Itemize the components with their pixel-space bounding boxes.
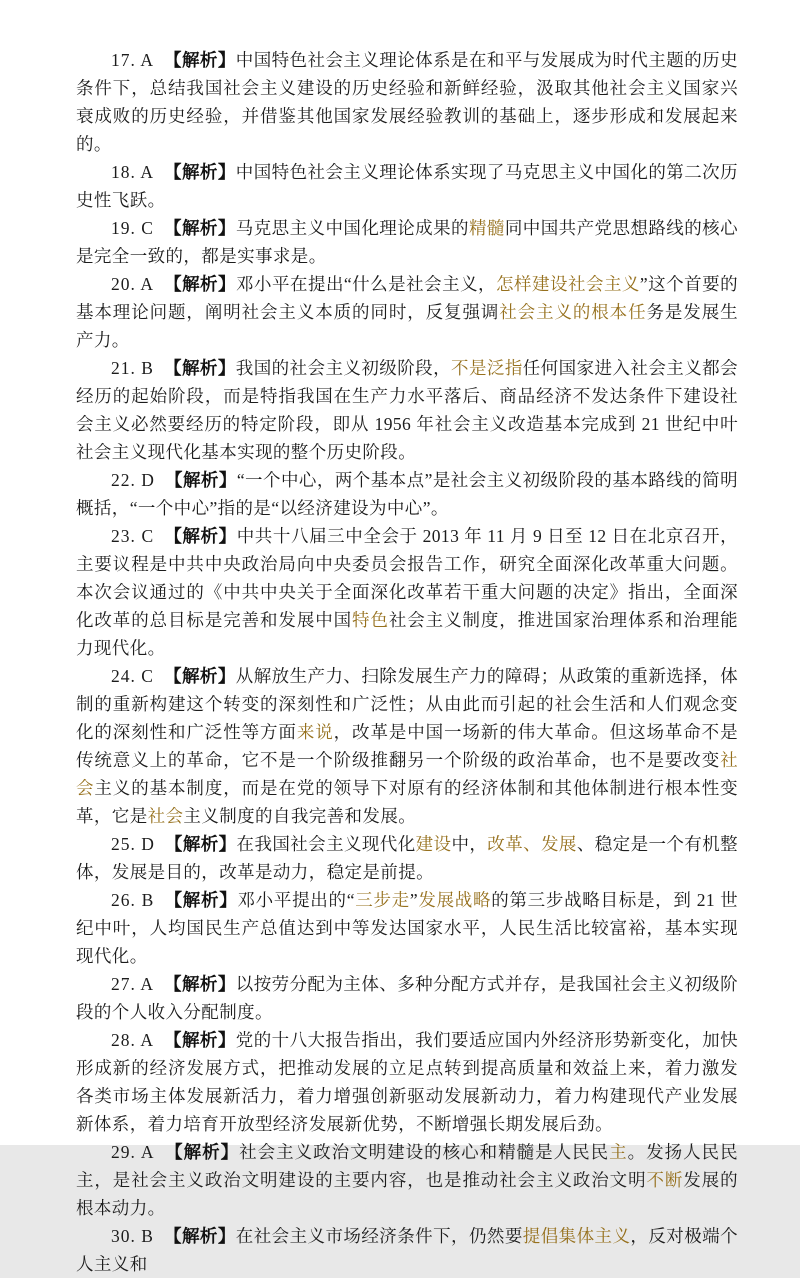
analysis-label: 【解析】 xyxy=(164,834,237,854)
plain-phrase: 的第三步战略目标是，到 21 世纪中叶，人均国民生产总值达到中等发达国家水平，人民生活比较富裕，基本实现现代化。 xyxy=(76,890,738,966)
answer-number: 28. A xyxy=(111,1030,154,1050)
plain-phrase: 社会主义政治文明建设的核心和精髓是人民民 xyxy=(239,1142,610,1162)
plain-phrase: 社会主义制度，推进国家治理体系和治理能力现代化。 xyxy=(76,610,738,658)
answer-item xyxy=(76,46,738,158)
answer-number: 23. C xyxy=(111,526,155,546)
answer-number: 25. D xyxy=(111,834,155,854)
analysis-label: 【解析】 xyxy=(164,274,237,294)
answer-item xyxy=(76,466,738,522)
answer-item xyxy=(76,886,738,970)
answer-item xyxy=(76,522,738,662)
analysis-label: 【解析】 xyxy=(164,1142,240,1162)
plain-phrase: 主义制度的自我完善和发展。 xyxy=(183,806,417,826)
analysis-label: 【解析】 xyxy=(164,470,237,490)
analysis-label: 【解析】 xyxy=(163,974,236,994)
answer-list xyxy=(76,46,738,1278)
plain-phrase: 马克思主义中国化理论成果的 xyxy=(235,218,469,238)
answer-item xyxy=(76,830,738,886)
answer-item xyxy=(76,270,738,354)
explanation-text xyxy=(76,666,738,826)
answer-item xyxy=(76,1026,738,1138)
highlighted-phrase: 改革、发展 xyxy=(487,834,577,854)
highlighted-phrase: 不断 xyxy=(646,1170,684,1190)
plain-phrase: ，改革是中国一场新的伟大革命。但这场革命不是传统意义上的革命，它不是一个阶级推翻另一个阶级的政治革命，也不是要改变 xyxy=(76,722,738,770)
answer-item xyxy=(76,354,738,466)
answer-item xyxy=(76,662,738,830)
highlighted-phrase: 怎样建设社会主义 xyxy=(496,274,640,294)
highlighted-phrase: 精髓 xyxy=(468,218,505,238)
plain-phrase: ” xyxy=(409,890,419,910)
highlighted-phrase: 发展战略 xyxy=(418,890,492,910)
plain-phrase: 中， xyxy=(451,834,488,854)
highlighted-phrase: 不是泛指 xyxy=(451,358,523,378)
highlighted-phrase: 建设 xyxy=(415,834,452,854)
analysis-label: 【解析】 xyxy=(163,50,236,70)
plain-phrase: 务是发展生产力。 xyxy=(76,302,739,350)
plain-phrase: 、稳定是一个有机整体，发展是目的，改革是动力，稳定是前提。 xyxy=(76,834,739,882)
highlighted-phrase: 特色 xyxy=(352,610,389,630)
highlighted-phrase: 提倡集体主义 xyxy=(522,1226,631,1246)
analysis-label: 【解析】 xyxy=(163,1030,236,1050)
highlighted-phrase: 社会主义的根本任 xyxy=(499,302,647,322)
answer-number: 26. B xyxy=(111,890,155,910)
plain-phrase: 我国的社会主义初级阶段， xyxy=(235,358,452,378)
answer-item xyxy=(76,1138,738,1222)
plain-phrase: ，反对极端个人主义和 xyxy=(76,1226,738,1274)
plain-phrase: ”这个首要的基本理论问题，阐明社会主义本质的同时，反复强调 xyxy=(76,274,738,322)
plain-phrase: 以按劳分配为主体、多种分配方式并存，是我国社会主义初级阶段的个人收入分配制度。 xyxy=(76,974,738,1022)
plain-phrase: 发展的根本动力。 xyxy=(76,1170,738,1218)
plain-phrase: 主义的基本制度，而是在党的领导下对原有的经济体制和其他体制进行根本性变革，它是 xyxy=(76,778,738,826)
plain-phrase: “一个中心，两个基本点”是社会主义初级阶段的基本路线的简明概括，“一个中心”指的是“以经济建设为中心”。 xyxy=(76,470,738,518)
answer-item xyxy=(76,214,738,270)
plain-phrase: 邓小平在提出“什么是社会主义， xyxy=(236,274,497,294)
plain-phrase: 同中国共产党思想路线的核心是完全一致的，都是实事求是。 xyxy=(76,218,738,266)
plain-phrase: 在我国社会主义现代化 xyxy=(236,834,416,854)
analysis-label: 【解析】 xyxy=(163,218,236,238)
plain-phrase: 中共十八届三中全会于 2013 年 11 月 9 日至 12 日在北京召开，主要议程是中共中央政治局向中央委员会报告工作，研究全面深化改革重大问题。本次会议通过的《中共中央关于全面深化改革若干重大问题的决定》指出，全面深化改革的总目标是完善和发展中国 xyxy=(76,526,738,630)
plain-phrase: 党的十八大报告指出，我们要适应国内外经济形势新变化，加快形成新的经济发展方式，把推动发展的立足点转到提高质量和效益上来，着力激发各类市场主体发展新活力，着力增强创新驱动发展新动力，着力构建现代产业发展新体系，着力培育开放型经济发展新优势，不断增强长期发展后劲。 xyxy=(76,1030,738,1134)
answer-number: 24. C xyxy=(111,666,154,686)
highlighted-phrase: 三步走 xyxy=(354,890,410,910)
answer-item xyxy=(76,970,738,1026)
answer-item xyxy=(76,1222,738,1278)
analysis-label: 【解析】 xyxy=(164,890,238,910)
highlighted-phrase: 来说 xyxy=(296,722,334,742)
plain-phrase: 中国特色社会主义理论体系是在和平与发展成为时代主题的历史条件下，总结我国社会主义建设的历史经验和新鲜经验，汲取其他社会主义国家兴衰成败的历史经验，并借鉴其他国家发展经验教训的基础上，逐步形成和发展起来的。 xyxy=(76,50,738,154)
answer-number: 30. B xyxy=(111,1226,154,1246)
plain-phrase: 邓小平提出的“ xyxy=(237,890,355,910)
analysis-label: 【解析】 xyxy=(163,162,236,182)
answer-number: 20. A xyxy=(111,274,155,294)
analysis-label: 【解析】 xyxy=(163,358,236,378)
analysis-label: 【解析】 xyxy=(163,666,236,686)
answer-number: 17. A xyxy=(111,50,154,70)
highlighted-phrase: 主 xyxy=(609,1142,628,1162)
plain-phrase: 。发扬人民民主，是社会主义政治文明建设的主要内容，也是推动社会主义政治文明 xyxy=(76,1142,738,1190)
answer-number: 21. B xyxy=(111,358,154,378)
analysis-label: 【解析】 xyxy=(164,526,237,546)
plain-phrase: 任何国家进入社会主义都会经历的起始阶段，而是特指我国在生产力水平落后、商品经济不发达条件下建设社会主义必然要经历的特定阶段，即从 1956 年社会主义改造基本完成到 21 世纪中叶社会主义现代化基本实现的整个历史阶段。 xyxy=(76,358,738,462)
highlighted-phrase: 社会 xyxy=(76,750,738,798)
answer-number: 19. C xyxy=(111,218,154,238)
plain-phrase: 中国特色社会主义理论体系实现了马克思主义中国化的第二次历史性飞跃。 xyxy=(76,162,738,210)
analysis-label: 【解析】 xyxy=(163,1226,236,1246)
answer-number: 22. D xyxy=(111,470,155,490)
highlighted-phrase: 社会 xyxy=(147,806,184,826)
answer-number: 18. A xyxy=(111,162,154,182)
answer-number: 27. A xyxy=(111,974,154,994)
answer-item xyxy=(76,158,738,214)
plain-phrase: 从解放生产力、扫除发展生产力的障碍；从政策的重新选择，体制的重新构建这个转变的深刻性和广泛性；从由此而引起的社会生活和人们观念变化的深刻性和广泛性等方面 xyxy=(76,666,738,742)
plain-phrase: 在社会主义市场经济条件下，仍然要 xyxy=(235,1226,523,1246)
answer-number: 29. A xyxy=(111,1142,155,1162)
